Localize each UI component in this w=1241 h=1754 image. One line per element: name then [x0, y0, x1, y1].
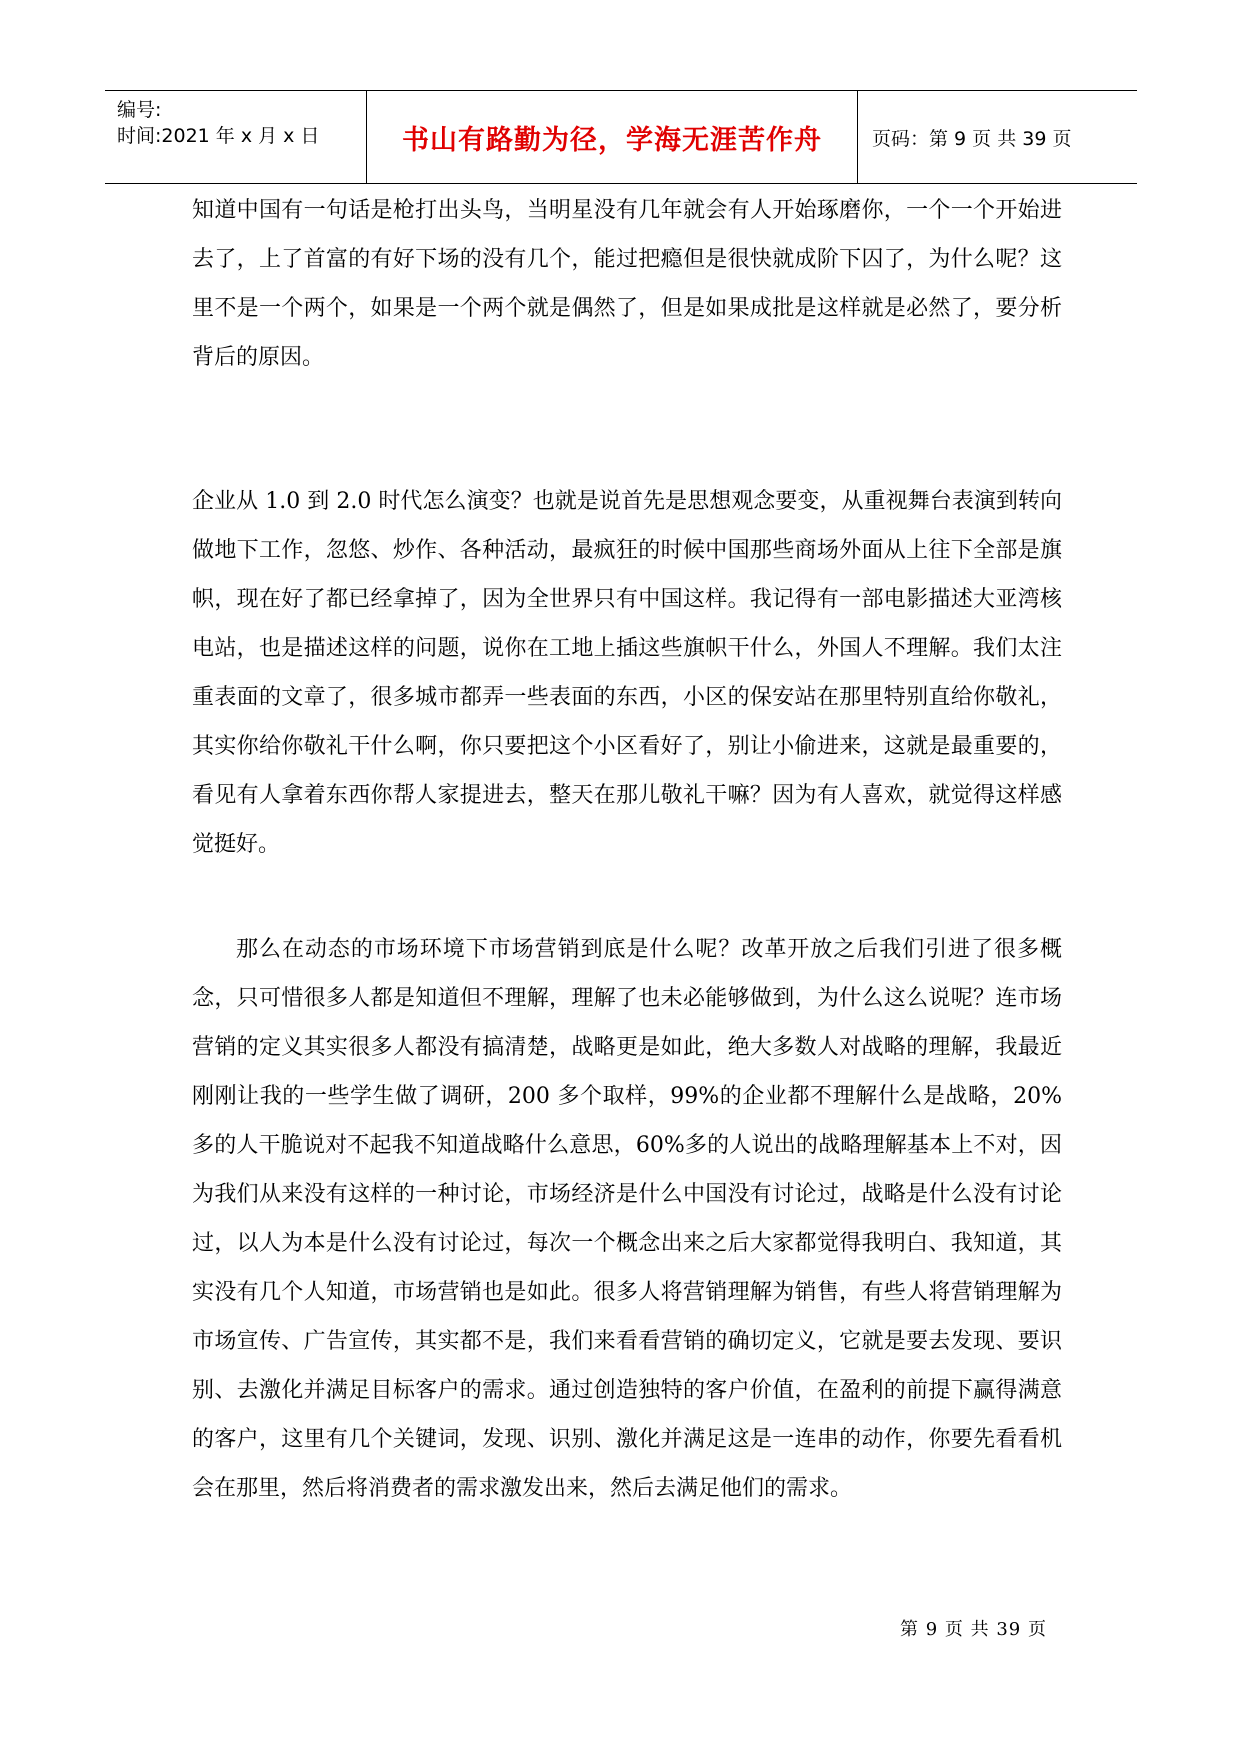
paragraph: 企业从 1.0 到 2.0 时代怎么演变？也就是说首先是思想观念要变，从重视舞台表演到转向做地下工作，忽悠、炒作、各种活动，最疯狂的时候中国那些商场外面从上往下全部是旗帜，现在好了都已经拿掉了，因为全世界只有中国这样。我记得有一部电影描述大亚湾核电站，也是描述这样的问题，说你在工地上插这些旗帜干什么，外国人不理解。我们太注重表面的文章了，很多城市都弄一些表面的东西，小区的保安站在那里特别直给你敬礼，其实你给你敬礼干什么啊，你只要把这个小区看好了，别让小偷进来，这就是最重要的，看见有人拿着东西你帮人家提进去，整天在那儿敬礼干嘛？因为有人喜欢，就觉得这样感觉挺好。 [192, 489, 1062, 857]
paragraph-block-1 [192, 186, 1062, 382]
paragraph: 那么在动态的市场环境下市场营销到底是什么呢？改革开放之后我们引进了很多概念，只可惜很多人都是知道但不理解，理解了也未必能够做到，为什么这么说呢？连市场营销的定义其实很多人都没有搞清楚，战略更是如此，绝大多数人对战略的理解，我最近刚刚让我的一些学生做了调研，200 多个取样，99%的企业都不理解什么是战略，20%多的人干脆说对不起我不知道战略什么意思，60%多的人说出的战略理解基本上不对，因为我们从来没有这样的一种讨论，市场经济是什么中国没有讨论过，战略是什么没有讨论过，以人为本是什么没有讨论过，每次一个概念出来之后大家都觉得我明白、我知道，其实没有几个人知道，市场营销也是如此。很多人将营销理解为销售，有些人将营销理解为市场宣传、广告宣传，其实都不是，我们来看看营销的确切定义，它就是要去发现、要识别、去激化并满足目标客户的需求。通过创造独特的客户价值，在盈利的前提下赢得满意的客户，这里有几个关键词，发现、识别、激化并满足这是一连串的动作，你要先看看机会在那里，然后将消费者的需求激发出来，然后去满足他们的需求。 [192, 937, 1062, 1501]
page-footer: 第 9 页 共 39 页 [900, 1619, 1047, 1640]
paragraph-block-3 [192, 925, 1062, 1513]
paragraph: 知道中国有一句话是枪打出头鸟，当明星没有几年就会有人开始琢磨你，一个一个开始进去了，上了首富的有好下场的没有几个，能过把瘾但是很快就成阶下囚了，为什么呢？这里不是一个两个，如果是一个两个就是偶然了，但是如果成批是这样就是必然了，要分析背后的原因。 [192, 198, 1062, 370]
motto-text: 书山有路勤为径，学海无涯苦作舟 [402, 124, 822, 156]
header-middle-cell [367, 91, 858, 183]
page-code: 页码：第 9 页 共 39 页 [872, 127, 1072, 150]
paragraph-block-2 [192, 477, 1062, 869]
header-right-cell [858, 91, 1137, 183]
time-label: 时间:2021 年 x 月 x 日 [117, 125, 320, 147]
doc-number-label: 编号: [117, 99, 162, 121]
header-left-cell [105, 91, 367, 183]
document-header [105, 90, 1137, 184]
